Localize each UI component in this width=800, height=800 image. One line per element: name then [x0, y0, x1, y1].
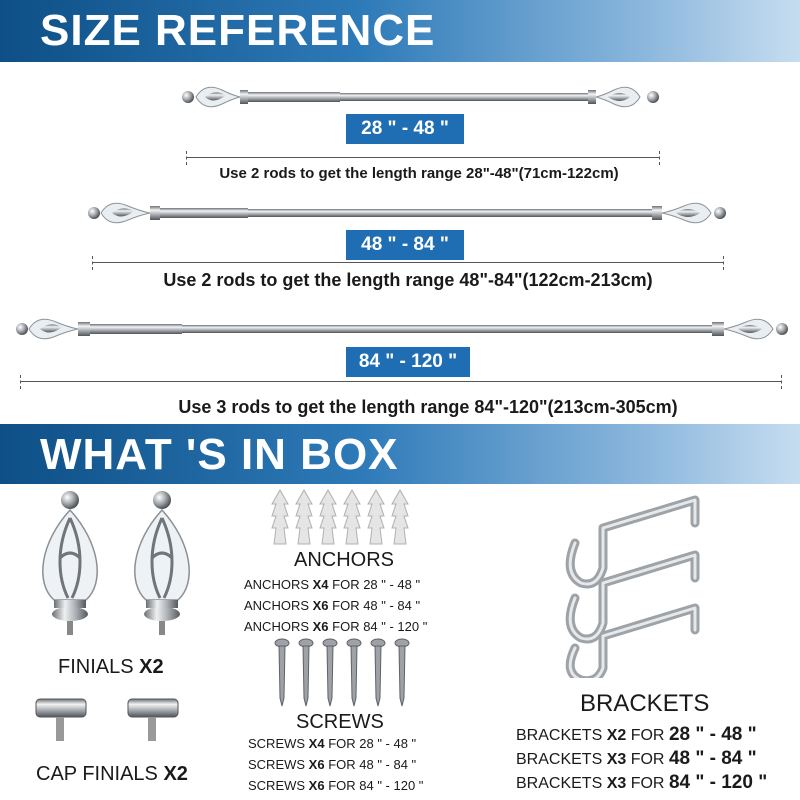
screws-image: [270, 638, 420, 710]
rod-3-drawing: [16, 319, 788, 339]
cap-finial-2: [128, 699, 178, 741]
rod-1-drawing: [182, 87, 659, 107]
whats-in-box-banner: [0, 424, 800, 484]
screws-line-2: SCREWS X6 FOR 48 " - 84 ": [248, 757, 417, 772]
dimension-line-48-84: [92, 262, 724, 263]
rod-caption-48-84: Use 2 rods to get the length range 48"-84"(122cm-213cm): [163, 270, 653, 290]
finial-1: [43, 491, 97, 635]
bracket-pieces: [570, 500, 695, 678]
size-reference-title: SIZE REFERENCE: [40, 6, 436, 55]
anchors-line-2: ANCHORS X6 FOR 48 " - 84 ": [244, 598, 421, 613]
rod-caption-28-48: Use 2 rods to get the length range 28"-48"(71cm-122cm): [219, 165, 619, 182]
anchors-line-1: ANCHORS X4 FOR 28 " - 48 ": [244, 577, 421, 592]
screws-title: SCREWS: [296, 711, 384, 733]
anchors-title: ANCHORS: [294, 549, 395, 571]
rod-caption-84-120: Use 3 rods to get the length range 84"-120"(213cm-305cm): [178, 397, 678, 417]
brackets-line-3: BRACKETS X3 FOR 84 " - 120 ": [516, 772, 768, 793]
finial-2: [135, 491, 189, 635]
screws-line-3: SCREWS X6 FOR 84 " - 120 ": [248, 778, 424, 793]
screw-pieces: [275, 639, 409, 706]
rod-2-drawing: [88, 203, 726, 223]
whats-in-box-title: WHAT 'S IN BOX: [40, 430, 399, 479]
anchors-line-3: ANCHORS X6 FOR 84 " - 120 ": [244, 619, 428, 634]
size-reference-banner: [0, 0, 800, 62]
brackets-image: [545, 488, 725, 678]
brackets-line-2: BRACKETS X3 FOR 48 " - 84 ": [516, 748, 757, 769]
dimension-line-84-120: [20, 381, 782, 382]
finials-label: FINIALS X2: [58, 656, 164, 678]
brackets-title: BRACKETS: [580, 690, 710, 717]
range-badge-84-120: 84 " - 120 ": [346, 347, 470, 377]
brackets-line-1: BRACKETS X2 FOR 28 " - 48 ": [516, 724, 757, 745]
dimension-line-28-48: [186, 157, 660, 158]
screws-line-1: SCREWS X4 FOR 28 " - 48 ": [248, 736, 417, 751]
anchors-image: [262, 488, 422, 548]
cap-finial-1: [36, 699, 86, 741]
cap-finials-label: CAP FINIALS X2: [36, 763, 188, 785]
range-badge-28-48: 28 " - 48 ": [346, 114, 464, 144]
cap-finials-image: [30, 695, 200, 750]
range-badge-48-84: 48 " - 84 ": [346, 230, 464, 260]
anchor-pieces: [272, 490, 408, 544]
finials-image: [20, 488, 220, 638]
